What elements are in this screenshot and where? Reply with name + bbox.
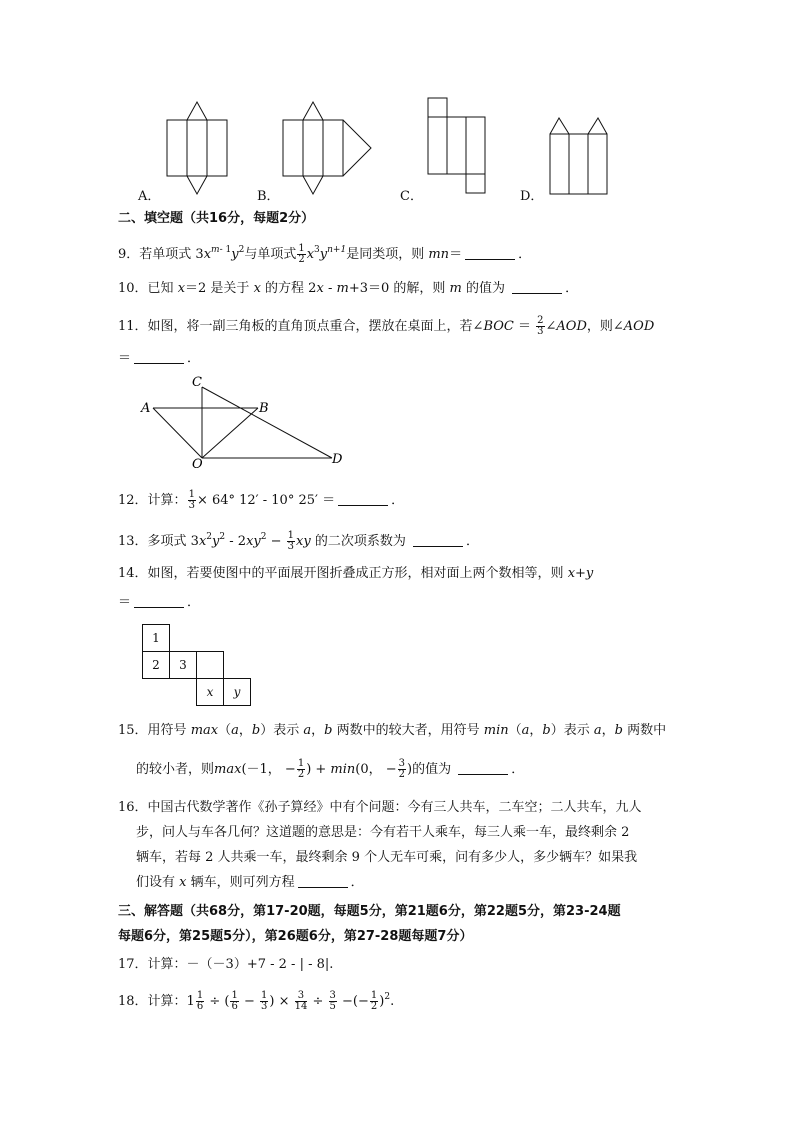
answer-blank-15[interactable] [458, 762, 508, 775]
question-11-line-2: ＝ ． [118, 351, 201, 366]
triangle-figure [130, 370, 360, 475]
question-17: 17．计算：－（－3）+7 - 2 - | - 8|. [118, 957, 334, 972]
question-12: 12．计算： $\frac{1}{3}$ × 64° 12′ - 10° 25′ ＝ ． [118, 489, 405, 511]
answer-blank-10[interactable] [512, 281, 562, 294]
option-b-label: B． [257, 189, 280, 204]
section-3-heading-line-2: 每题6分，第25题5分），第26题6分，第27-28题每题7分） [118, 929, 473, 944]
question-14: 14．如图，若要使图中的平面展开图折叠成正方形，相对面上两个数相等，则 x+y [118, 566, 594, 581]
cube-cell: 1 [143, 625, 170, 652]
figure-d-net [550, 118, 607, 194]
option-figures [0, 90, 794, 205]
cube-cell: 3 [170, 652, 197, 679]
answer-blank-12[interactable] [338, 493, 388, 506]
answer-blank-14[interactable] [134, 595, 184, 608]
point-c-label: C [192, 375, 202, 390]
answer-blank-9[interactable] [465, 247, 515, 260]
question-15: 15．用符号 max（a，b）表示 a，b 两数中的较大者，用符号 min（a，b）表示 a，b 两数中 [118, 723, 667, 738]
question-13: 13．多项式 $3x^2y^2 - 2xy^2$ − $\frac{1}{3}$ xy 的二次项系数为 ． [118, 530, 480, 552]
cube-cell: y [224, 679, 251, 706]
option-c-label: C． [400, 189, 423, 204]
point-d-label: D [332, 452, 343, 467]
question-11: 11．如图，将一副三角板的直角顶点重合，摆放在桌面上，若∠BOC ＝ $\frac{2}{3}$ ∠AOD，则∠AOD [118, 315, 655, 337]
question-16-line-4: 们设有 x 辆车，则可列方程 ． [136, 875, 364, 890]
point-o-label: O [192, 457, 203, 472]
figure-b-net [283, 102, 371, 194]
section-2-heading: 二、填空题（共16分，每题2分） [118, 211, 315, 226]
question-18: 18．计算：1 $\frac{1}{6}$ ÷ ( $\frac{1}{6}$ − $\frac{1}{3}$ ) × $\frac{3}{14}$ ÷ $\frac{3}{5}$ −(− $\frac{1}{2}$ )$^2$. [118, 990, 395, 1012]
cube-cell: x [197, 679, 224, 706]
section-3-heading: 三、解答题（共68分，第17-20题，每题5分，第21题6分，第22题5分，第23-24题 [118, 904, 621, 919]
question-16-line-2: 步，问人与车各几何？这道题的意思是：今有若干人乘车，每三人乘一车，最终剩余 2 [136, 825, 630, 840]
answer-blank-16[interactable] [298, 875, 348, 888]
figure-a-net [167, 102, 227, 194]
cube-cell: 2 [143, 652, 170, 679]
point-a-label: A [141, 401, 151, 416]
answer-blank-11[interactable] [134, 351, 184, 364]
figure-c-net [428, 98, 485, 193]
question-15-line-2: 的较小者，则max(－1， − $\frac{1}{2}$ ) + min(0， − $\frac{3}{2}$ )的值为 ． [136, 758, 525, 780]
cube-net [142, 624, 251, 706]
question-9: 9．若单项式 $3x^{m- 1}y^2$与单项式 $\frac{1}{2}$ $x^3y^{n+1}$是同类项，则 mn＝ ． [118, 243, 532, 265]
point-b-label: B [259, 401, 269, 416]
question-16-line-3: 辆车，若每 2 人共乘一车，最终剩余 9 个人无车可乘，问有多少人，多少辆车？如果我 [136, 850, 638, 865]
answer-blank-13[interactable] [413, 534, 463, 547]
question-10: 10．已知 x＝2 是关于 x 的方程 2x - m+3＝0 的解，则 m 的值为 ． [118, 281, 579, 296]
cube-cell [197, 652, 224, 679]
option-a-label: A． [138, 189, 161, 204]
question-14-line-2: ＝ ． [118, 595, 201, 610]
option-d-label: D． [520, 189, 544, 204]
question-16: 16．中国古代数学著作《孙子算经》中有个问题：今有三人共车，二车空；二人共车，九人 [118, 800, 642, 815]
